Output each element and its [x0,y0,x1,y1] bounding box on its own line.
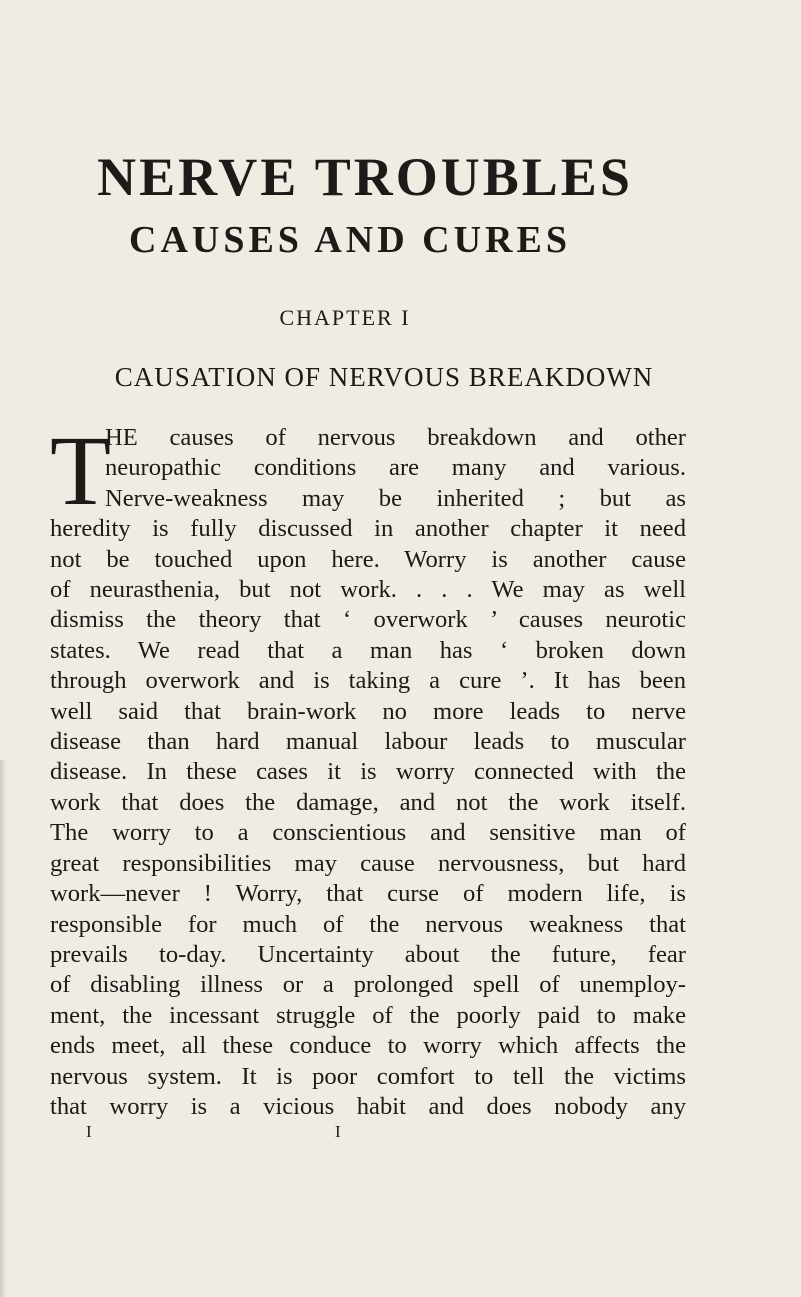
text-line: heredity is fully discussed in another chapter it need [50,515,686,543]
text-line: work that does the damage, and not the work itself. [50,788,686,816]
text-line: HE causes of nervous breakdown and other [105,424,686,451]
text-line: ends meet, all these conduce to worry which affects the [50,1032,686,1060]
text-line: states. We read that a man has ‘ broken down [50,636,686,664]
text-line: of disabling illness or a prolonged spell of unemploy- [50,971,686,999]
text-line: ment, the incessant struggle of the poorly paid to make [50,1001,686,1029]
text-line: well said that brain-work no more leads to nerve [50,697,686,725]
text-line: The worry to a conscientious and sensitive man of [50,819,686,847]
text-line: dismiss the theory that ‘ overwork ’ causes neurotic [50,606,686,634]
text-line: disease than hard manual labour leads to muscular [50,728,686,756]
page-number: I [335,1122,341,1141]
text-line: neuropathic conditions are many and various. [105,454,686,482]
text-line: not be touched upon here. Worry is another cause [50,545,686,573]
text-line: Nerve-weakness may be inherited ; but as [105,484,686,512]
text-line: that worry is a vicious habit and does nobody any [50,1092,686,1120]
text-line: great responsibilities may cause nervousness, but hard [50,849,686,877]
text-line: responsible for much of the nervous weakness that [50,910,686,938]
text-line: nervous system. It is poor comfort to tell the victims [50,1062,686,1090]
text-line: work—never ! Worry, that curse of modern life, is [50,880,686,908]
text-line: disease. In these cases it is worry connected with the [50,758,686,786]
text-line: prevails to-day. Uncertainty about the future, fear [50,940,686,968]
book-subtitle: CAUSES AND CURES [129,219,571,261]
body-paragraph [50,415,686,1122]
chapter-title: CAUSATION OF NERVOUS BREAKDOWN [114,362,654,392]
signature-mark: I [86,1122,92,1141]
page-binding-shadow [0,760,6,1297]
book-title: NERVE TROUBLES [97,147,633,207]
text-line: through overwork and is taking a cure ’. It has been [50,667,686,695]
chapter-number: CHAPTER I [279,305,411,330]
drop-cap: T [50,415,112,526]
text-line: of neurasthenia, but not work. . . . We may as well [50,576,686,604]
